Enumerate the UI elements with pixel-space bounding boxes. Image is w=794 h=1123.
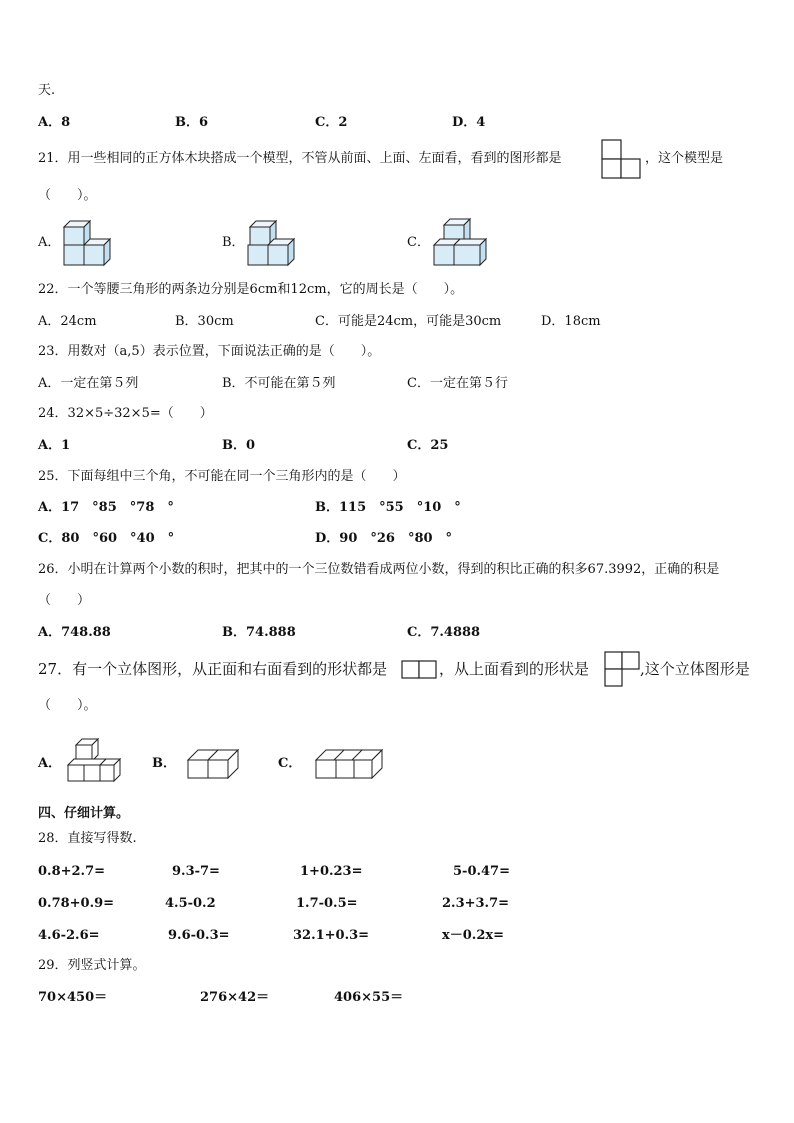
q24-option-c: C．25 xyxy=(407,438,449,453)
q20-option-c: C．2 xyxy=(315,115,348,130)
q22-option-c: C．可能是24cm，可能是30cm xyxy=(315,314,502,329)
q27-option-a: A． xyxy=(38,756,62,771)
q28-cell: 5-0.47= xyxy=(453,864,510,879)
q26-paren: （ ） xyxy=(38,593,91,608)
q29-item: 406×55＝ xyxy=(334,990,404,1005)
q20-option-d: D．4 xyxy=(452,115,486,130)
q24-question: 24．32×5÷32×5=（ ） xyxy=(38,406,213,421)
q28-cell: 2.3+3.7= xyxy=(442,896,510,911)
q27-option-c-cubes-icon xyxy=(314,746,386,780)
q23-option-b: B．不可能在第５列 xyxy=(222,376,336,391)
q20-option-a: A．8 xyxy=(38,115,71,130)
q22-option-b: B．30cm xyxy=(175,314,234,329)
q27-front-view-icon xyxy=(401,660,437,680)
q27-option-b-cubes-icon xyxy=(186,746,242,780)
q22-option-d: D．18cm xyxy=(541,314,601,329)
q29-item: 70×450＝ xyxy=(38,990,108,1005)
q23-question: 23．用数对（a,5）表示位置，下面说法正确的是（ ）。 xyxy=(38,344,381,359)
q28-cell: 1+0.23= xyxy=(300,864,363,879)
q27-question-part1: 27．有一个立体图形，从正面和右面看到的形状都是 xyxy=(38,660,388,678)
q28-question: 28．直接写得数. xyxy=(38,831,137,846)
q24-option-b: B．0 xyxy=(222,438,256,453)
q27-option-a-cubes-icon xyxy=(66,737,120,785)
q25-option-d: D．90 °26 °80 ° xyxy=(315,531,453,546)
q20-option-b: B．6 xyxy=(175,115,209,130)
q21-question: 21．用一些相同的正方体木块搭成一个模型，不管从前面、上面、左面看，看到的图形都是 xyxy=(38,151,562,166)
q28-cell: 0.8+2.7= xyxy=(38,864,106,879)
q27-question-part2: ，从上面看到的形状是 xyxy=(439,660,590,678)
q26-option-b: B．74.888 xyxy=(222,625,296,640)
q29-item: 276×42＝ xyxy=(200,990,270,1005)
q21-option-a: A． xyxy=(38,235,61,250)
q26-question: 26．小明在计算两个小数的积时，把其中的一个三位数错看成两位小数，得到的积比正确的积多67.3992，正确的积是 xyxy=(38,562,720,577)
q28-cell: 32.1+0.3= xyxy=(293,928,370,943)
q24-option-a: A．1 xyxy=(38,438,71,453)
q25-option-c: C．80 °60 °40 ° xyxy=(38,531,175,546)
q28-cell: 4.6-2.6= xyxy=(38,928,100,943)
q21-option-b: B． xyxy=(222,235,245,250)
q27-option-b: B． xyxy=(152,756,176,771)
q26-option-c: C．7.4888 xyxy=(407,625,481,640)
q21-option-a-cubes-icon xyxy=(62,219,110,267)
q29-question: 29．列竖式计算。 xyxy=(38,958,146,973)
q25-option-b: B．115 °55 °10 ° xyxy=(315,500,461,515)
q21-paren: （ ）。 xyxy=(38,188,97,203)
q25-option-a: A．17 °85 °78 ° xyxy=(38,500,174,515)
q28-cell: 1.7-0.5= xyxy=(296,896,358,911)
q28-cell: 4.5-0.2 xyxy=(165,896,216,911)
q28-cell: 9.6-0.3= xyxy=(168,928,230,943)
q27-top-view-icon xyxy=(604,651,640,687)
q21-option-c: C． xyxy=(407,235,430,250)
q21-option-b-cubes-icon xyxy=(246,219,294,267)
q25-question: 25．下面每组中三个角，不可能在同一个三角形内的是（ ） xyxy=(38,469,406,484)
q21-view-shape-icon xyxy=(601,139,641,179)
q28-cell: 9.3-7= xyxy=(172,864,220,879)
section-title: 四、仔细计算。 xyxy=(38,806,130,821)
q22-option-a: A．24cm xyxy=(38,314,97,329)
q27-option-c: C． xyxy=(278,756,302,771)
q27-paren: （ ）。 xyxy=(38,698,97,713)
q28-cell: x－0.2x= xyxy=(442,928,505,943)
q21-option-c-cubes-icon xyxy=(432,217,486,267)
q22-question: 22．一个等腰三角形的两条边分别是6cm和12cm，它的周长是（ ）。 xyxy=(38,282,464,297)
q26-option-a: A．748.88 xyxy=(38,625,111,640)
q23-option-c: C．一定在第５行 xyxy=(407,376,508,391)
q27-question-part3: ,这个立体图形是 xyxy=(640,660,750,678)
q23-option-a: A．一定在第５列 xyxy=(38,376,139,391)
q20-tail: 天. xyxy=(38,83,56,98)
q28-cell: 0.78+0.9= xyxy=(38,896,115,911)
q21-question-tail: ，这个模型是 xyxy=(645,151,724,166)
